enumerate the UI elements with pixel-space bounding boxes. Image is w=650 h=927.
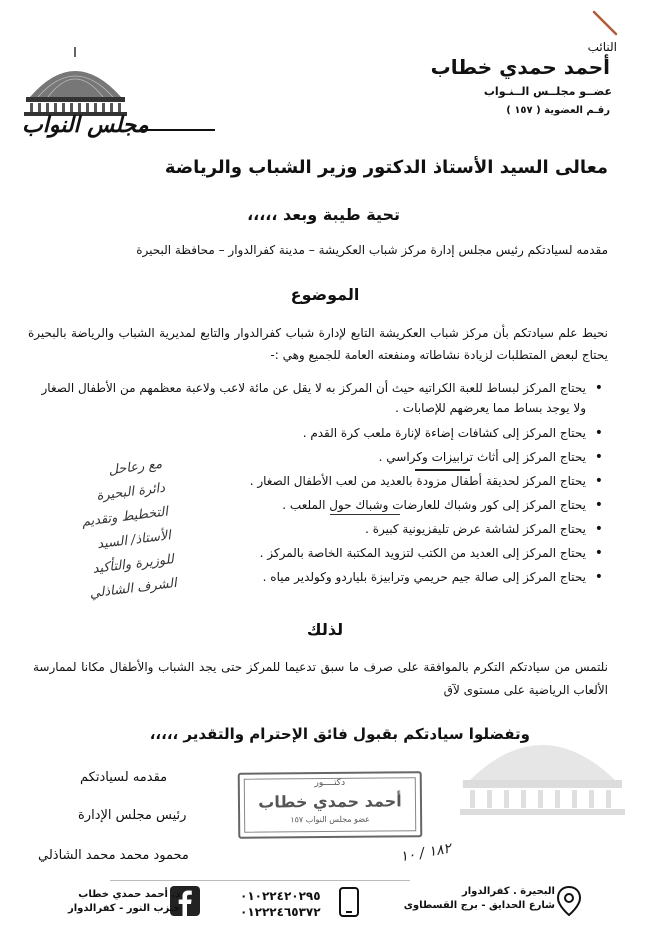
subject-heading: الموضوع	[290, 285, 360, 304]
footer-name	[68, 888, 180, 916]
handwritten-number: ١٨٢ / ١٠	[399, 840, 453, 866]
list-item: • يحتاج المركز لشاشة عرض تليفزيونية كبيرة .	[33, 518, 608, 540]
official-stamp	[238, 771, 423, 839]
footer-name-line: حـزب النور - كفرالدوار	[68, 903, 181, 914]
handwritten-line: الأستاذ/ السيد	[96, 528, 172, 553]
list-item: • يحتاج المركز إلى أثاث ترابيزات وكراسي .	[33, 446, 608, 468]
header-membership: رقـم العضوية ( ١٥٧ )	[506, 105, 610, 116]
list-item: • يحتاج المركز إلى كور وشباك للعارضات وشباك حول الملعب .	[33, 494, 608, 516]
addressee-line: معالى السيد الأستاذ الدكتور وزير الشباب والرياضة	[164, 157, 608, 178]
mobile-phone-icon	[338, 886, 360, 918]
header-rule	[140, 129, 215, 131]
handwritten-note	[2, 453, 178, 615]
president-name: محمود محمد محمد الشاذلي	[38, 848, 189, 863]
footer-divider	[110, 880, 410, 881]
greeting-line: تحية طيبة وبعد ،،،،،	[247, 205, 400, 224]
list-item: • يحتاج المركز لبساط للعبة الكراتيه حيث أن المركز به لا يقل عن مائة لاعب ولاعبة معظمهم من الأطفال الصغار ولا يوجد بساط مما يعرضهم للإصابات .	[33, 378, 608, 418]
location-pin-icon	[555, 885, 583, 917]
handwritten-line: التخطيط وتقديم	[81, 504, 169, 530]
header-name: أحمد حمدي خطاب	[430, 55, 610, 79]
stamp-role: عضو مجلس النواب ١٥٧	[290, 814, 370, 825]
footer-name-line: د. أحمد حمدي خطاب	[78, 889, 181, 900]
footer-address	[404, 885, 555, 913]
footer-phones	[240, 888, 321, 920]
handwritten-line: دائرة البحيرة	[95, 480, 166, 504]
conclusion-heading: لذلك	[306, 620, 344, 639]
handwritten-underline	[330, 514, 400, 515]
stamp-doctor: دكتــــور	[314, 777, 346, 789]
handwritten-line: الشرف الشاذلي	[88, 575, 178, 602]
list-item: • يحتاج المركز إلى العديد من الكتب لتزويد المكتبة الخاصة بالمركز .	[33, 542, 608, 564]
logo-text: مجلس النواب	[22, 112, 149, 138]
pen-mark-icon	[590, 8, 620, 38]
header-title: النائب	[587, 40, 617, 54]
regards-line: وتفضلوا سيادتكم بقبول فائق الإحترام والتقدير ،،،،،	[149, 725, 530, 743]
submitter-line: مقدمه لسيادتكم رئيس مجلس إدارة مركز شباب العكريشة – مدينة كفرالدوار – محافظة البحيرة	[136, 243, 608, 257]
stamp-name: أحمد حمدي خطاب	[258, 791, 402, 812]
footer-address-line: شارع الحدايق - برج القسطاوى	[403, 900, 555, 911]
footer-address-line: البحيرة . كفرالدوار	[461, 886, 555, 897]
phone-number: ٠١٢٢٢٤٦٥٣٧٢	[240, 905, 321, 919]
handwritten-line: مع رعاحل	[107, 456, 163, 479]
list-item: • يحتاج المركز إلى صالة جيم حريمي وترابيزة بلياردو وكولدير مياه .	[33, 566, 608, 588]
board-president: رئيس مجلس الإدارة	[78, 808, 187, 823]
list-item: • يحتاج المركز إلى كشافات إضاءة لإنارة ملعب كرة القدم .	[33, 422, 608, 444]
submitted-by: مقدمه لسيادتكم	[80, 770, 168, 785]
header-role: عضــو مجلــس الــنـواب	[483, 85, 612, 98]
closing-paragraph: نلتمس من سيادتكم التكرم بالموافقة على صرف ما سبق تدعيما للمركز حتى يجد الشباب والأطفال مكانا لممارسة الألعاب الرياضية على مستوى لآق	[33, 660, 608, 697]
phone-number: ٠١٠٢٢٤٢٠٢٩٥	[240, 889, 321, 903]
intro-paragraph: نحيط علم سيادتكم بأن مركز شباب العكريشة التابع لإدارة شباب كفرالدوار والتابع لمديرية الشباب والرياضة بالبحيرة يحتاج لبعض المتطلبات لزيادة نشاطاته ومنفعته العامة للجميع وهي :-	[28, 326, 608, 362]
list-item: • يحتاج المركز لحديقة أطفال مزودة بالعديد من لعب الأطفال الصغار .	[33, 470, 608, 492]
handwritten-line: للوزيرة والتأكيد	[91, 552, 175, 577]
handwritten-underline	[415, 469, 470, 471]
